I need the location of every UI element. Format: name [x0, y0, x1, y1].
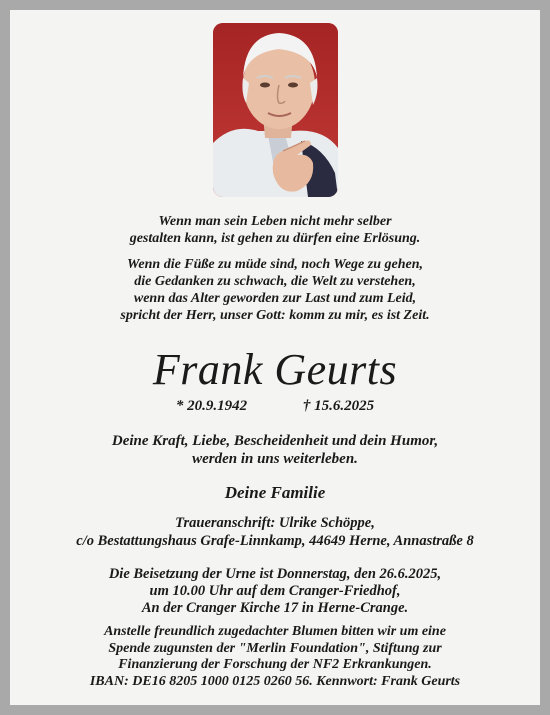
mourning-address: [10, 514, 540, 550]
family-signature: Deine Familie: [224, 483, 326, 502]
funeral-line: An der Cranger Kirche 17 in Herne-Crange.: [141, 600, 409, 616]
poem-line: die Gedanken zu schwach, die Welt zu verstehen,: [134, 274, 416, 289]
poem-verse-2: [10, 256, 540, 324]
address-line: c/o Bestattungshaus Grafe-Linnkamp, 44649 Herne, Annastraße 8: [76, 533, 474, 549]
donation-line: IBAN: DE16 8205 1000 0125 0260 56. Kennwort: Frank Geurts: [89, 673, 461, 689]
death-date: † 15.6.2025: [302, 398, 375, 414]
poem-line: gestalten kann, ist gehen zu dürfen eine Erlösung.: [129, 231, 421, 246]
tribute-line: werden in uns weiterleben.: [192, 451, 358, 467]
birth-date: * 20.9.1942: [175, 398, 248, 414]
poem-verse-1: [10, 213, 540, 247]
poem-line: Wenn man sein Leben nicht mehr selber: [158, 214, 392, 229]
tribute-line: Deine Kraft, Liebe, Bescheidenheit und dein Humor,: [111, 433, 439, 449]
donation-line: Spende zugunsten der "Merlin Foundation", Stiftung zur: [108, 640, 442, 656]
poem-line: spricht der Herr, unser Gott: komm zu mir, es ist Zeit.: [120, 308, 430, 323]
poem: [10, 213, 540, 324]
donation-line: Anstelle freundlich zugedachter Blumen bitten wir um eine: [104, 624, 446, 639]
funeral-line: um 10.00 Uhr auf dem Cranger-Friedhof,: [149, 583, 401, 599]
donation-line: Finanzierung der Forschung der NF2 Erkrankungen.: [118, 657, 432, 672]
portrait-photo: [213, 23, 338, 197]
poem-line: Wenn die Füße zu müde sind, noch Wege zu gehen,: [127, 257, 423, 272]
portrait-image: [213, 23, 338, 197]
obituary-card: [10, 10, 540, 705]
address-line: Traueranschrift: Ulrike Schöppe,: [175, 515, 375, 531]
deceased-name: Frank Geurts: [152, 345, 398, 394]
funeral-line: Die Beisetzung der Urne ist Donnerstag, den 26.6.2025,: [108, 566, 442, 582]
life-dates: [10, 397, 540, 415]
funeral-info: [10, 566, 540, 617]
donation-request: [10, 624, 540, 690]
poem-line: wenn das Alter geworden zur Last und zum Leid,: [133, 291, 417, 306]
tribute-text: [10, 432, 540, 468]
